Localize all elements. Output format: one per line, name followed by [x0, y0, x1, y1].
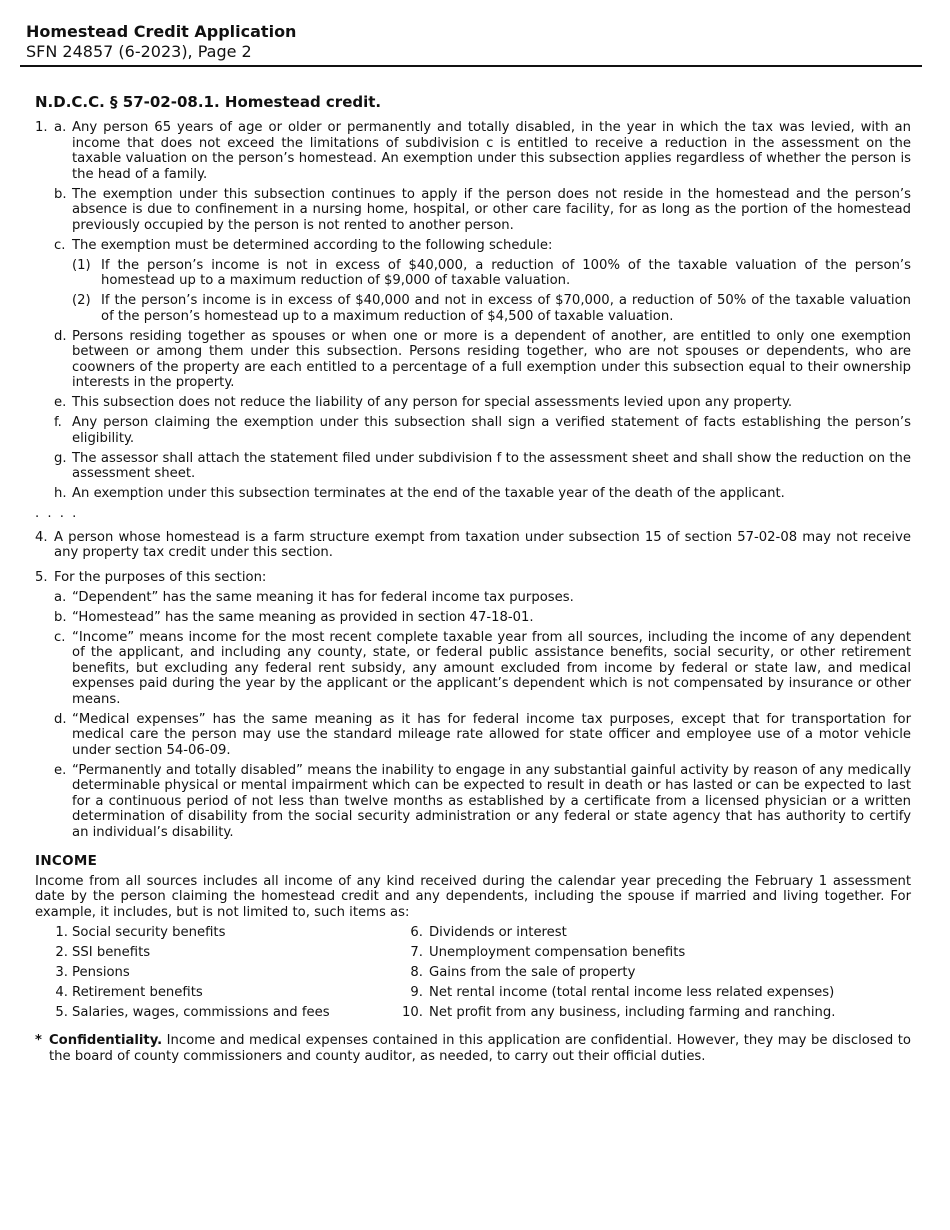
subitem-1b: [54, 187, 911, 234]
schedule-text: If the person’s income is not in excess of $40,000, a reduction of 100% of the taxable valuation of the person’s homestead up to a maximum reduction of $9,000 of taxable valuation.: [101, 257, 911, 288]
income-heading: INCOME: [35, 853, 98, 869]
schedule-label: (2): [72, 293, 91, 308]
subitem-text: “Dependent” has the same meaning it has for federal income tax purposes.: [72, 589, 574, 605]
subitem-label: d.: [54, 328, 67, 344]
subitem-text: “Medical expenses” has the same meaning as it has for federal income tax purposes, except that for transportation for medical care the person may use the standard mileage rate allowed for state officer and employee use of a motor vehicle under section 54-06-09.: [72, 711, 911, 758]
page-header: [26, 22, 296, 62]
income-item-number: 5.: [55, 1005, 68, 1021]
subitem-1h: [54, 486, 911, 502]
subitem-label: e.: [54, 395, 67, 410]
subitem-1c: [54, 238, 911, 325]
subitem-text: “Permanently and totally disabled” means the inability to engage in any substantial gainful activity by reason of any medically determinable physical or mental impairment which can be expected to result in death or has lasted or can be expected to last for a continuous period of not less than twelve months as established by a certificate from a licensed physician or a written determination of disability from the social security administration or any federal or state agency that has authority to certify an individual’s disability.: [72, 762, 911, 840]
income-item-number: 6.: [410, 925, 423, 941]
definition-homestead: [54, 610, 911, 626]
subitem-text: The exemption must be determined according to the following schedule:: [72, 237, 553, 253]
income-item: [35, 963, 390, 983]
subitem-1e: [54, 395, 911, 411]
subitem-label: b.: [54, 609, 67, 625]
subitem-text: An exemption under this subsection terminates at the end of the taxable year of the death of the applicant.: [72, 486, 785, 501]
subitem-text: This subsection does not reduce the liability of any person for special assessments levied upon any property.: [72, 395, 793, 410]
item-number: 5.: [35, 569, 48, 585]
income-item-label: Social security benefits: [72, 925, 226, 941]
income-item: [390, 943, 911, 963]
income-item-label: Net rental income (total rental income less related expenses): [429, 985, 835, 1001]
subitem-text: The assessor shall attach the statement filed under subdivision f to the assessment sheet and shall show the reduction on the assessment sheet.: [72, 450, 911, 481]
subitem-1a: [54, 120, 911, 182]
income-item-number: 2.: [55, 945, 68, 961]
income-item-label: Salaries, wages, commissions and fees: [72, 1005, 330, 1021]
income-items-left: [35, 923, 390, 1023]
income-item-number: 8.: [410, 965, 423, 981]
income-item: [35, 923, 390, 943]
form-title: Homestead Credit Application: [26, 22, 297, 41]
income-item-label: Dividends or interest: [429, 925, 567, 941]
schedule-text: If the person’s income is in excess of $40,000 and not in excess of $70,000, a reduction of 50% of the taxable valuation of the person’s homestead up to a maximum reduction of $4,500 of taxable valuation.: [101, 293, 911, 324]
definition-dependent: [54, 590, 911, 606]
confidentiality-label: Confidentiality.: [49, 1033, 163, 1048]
income-items-right: [390, 923, 911, 1023]
income-item-number: 9.: [410, 985, 423, 1001]
item-1: [35, 120, 911, 502]
subitem-label: g.: [54, 450, 67, 466]
subitem-label: c.: [54, 237, 66, 253]
income-item-label: SSI benefits: [72, 945, 151, 961]
item-text: For the purposes of this section:: [54, 569, 267, 585]
omission-ellipsis: . . . .: [35, 506, 79, 521]
subitem-1g: [54, 451, 911, 482]
income-item: [390, 983, 911, 1003]
subitem-text: Any person 65 years of age or older or permanently and totally disabled, in the year in which the tax was levied, with an income that does not exceed the limitations of subdivision c is entitled to receive a reduction in the assessment on the taxable valuation on the person’s homestead. An exemption under this subsection applies regardless of whether the person is the head of a family.: [72, 120, 911, 182]
income-item-label: Retirement benefits: [72, 985, 203, 1001]
income-item-number: 4.: [55, 985, 68, 1001]
schedule-2: [72, 293, 911, 324]
definition-medical-expenses: [54, 712, 911, 759]
subitem-label: b.: [54, 186, 67, 202]
definition-disabled: [54, 763, 911, 841]
asterisk: *: [35, 1033, 42, 1048]
schedule-1: [72, 258, 911, 289]
definition-income: [54, 630, 911, 708]
subitem-text: Any person claiming the exemption under this subsection shall sign a verified statement of facts establishing the person’s eligibility.: [72, 415, 911, 446]
subitem-text: “Homestead” has the same meaning as provided in section 47-18-01.: [72, 609, 534, 625]
item-number: 1.: [35, 120, 48, 135]
subitem-text: Persons residing together as spouses or when one or more is a dependent of another, are entitled to only one exemption between or among them under this subsection. Persons residing together, who are not spouses or dependents, who are coowners of the property are each entitled to a percentage of a full exemption under this subsection equal to their ownership interests in the property.: [72, 328, 911, 390]
subitem-label: f.: [54, 415, 62, 430]
subitem-label: a.: [54, 589, 67, 605]
subitem-1d: [54, 329, 911, 391]
income-item-number: 3.: [55, 965, 68, 981]
subitem-label: h.: [54, 486, 67, 501]
income-item-label: Gains from the sale of property: [429, 965, 636, 981]
confidentiality-text: Income and medical expenses contained in this application are confidential. However, they may be disclosed to the board of county commissioners and county auditor, as needed, to carry out their official duties.: [49, 1033, 911, 1064]
statute-content: [35, 93, 911, 1064]
income-item-number: 10.: [402, 1005, 423, 1021]
header-divider: [20, 65, 922, 67]
income-item: [35, 943, 390, 963]
item-4: [35, 530, 911, 561]
subitem-label: e.: [54, 762, 67, 778]
income-item: [390, 1003, 911, 1023]
item-number: 4.: [35, 529, 48, 545]
subitem-label: a.: [54, 120, 67, 135]
income-item-label: Net profit from any business, including farming and ranching.: [429, 1005, 836, 1021]
item-5: [35, 570, 911, 841]
income-items: [35, 923, 911, 1023]
form-subtitle: SFN 24857 (6-2023), Page 2: [26, 42, 252, 61]
income-item-label: Unemployment compensation benefits: [429, 945, 686, 961]
income-description: Income from all sources includes all income of any kind received during the calendar year preceding the February 1 assessment date by the person claiming the homestead credit and any dependents, including the spouse if married and living together. For example, it includes, but is not limited to, such items as:: [35, 873, 911, 920]
subitem-text: “Income” means income for the most recent complete taxable year from all sources, including the income of any dependent of the applicant, and including any county, state, or federal public assistance benefits, social security, or other retirement benefits, but excluding any federal rent subsidy, any amount excluded from income by federal or state law, and medical expenses paid during the year by the applicant or the applicant’s dependent which is not compensated by insurance or other means.: [72, 629, 911, 707]
income-item: [35, 1003, 390, 1023]
subitem-text: The exemption under this subsection continues to apply if the person does not reside in the homestead and the person’s absence is due to confinement in a nursing home, hospital, or other care facility, for as long as the portion of the homestead previously occupied by the person is not rented to another person.: [72, 186, 911, 233]
confidentiality-note: [35, 1033, 911, 1064]
income-item: [390, 963, 911, 983]
subitem-label: c.: [54, 629, 66, 645]
income-item: [35, 983, 390, 1003]
income-item-number: 1.: [55, 925, 68, 941]
subitem-label: d.: [54, 711, 67, 727]
subitem-1f: [54, 415, 911, 446]
income-item-number: 7.: [410, 945, 423, 961]
income-item-label: Pensions: [72, 965, 130, 981]
income-item: [390, 923, 911, 943]
section-title: N.D.C.C. § 57-02-08.1. Homestead credit.: [35, 93, 382, 111]
schedule-label: (1): [72, 257, 91, 273]
item-text: A person whose homestead is a farm structure exempt from taxation under subsection 15 of section 57-02-08 may not receive any property tax credit under this section.: [54, 529, 911, 560]
